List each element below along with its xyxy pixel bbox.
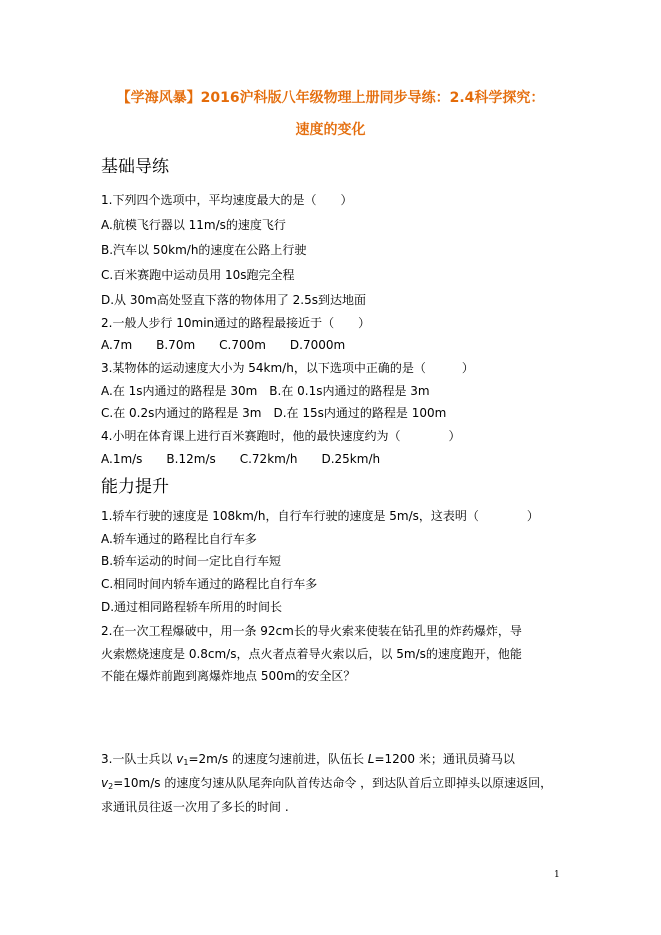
option-line: A.1m/s B.12m/s C.72km/h D.25km/h: [101, 452, 381, 466]
q3-var-v1-sub: 1: [183, 758, 189, 767]
question-line: 3.某物体的运动速度大小为 54km/h，以下选项中正确的是（ ）: [101, 361, 474, 375]
document-title-line-2: 速度的变化: [295, 122, 366, 138]
question-3-line-1: [101, 751, 515, 771]
option-line: D.通过相同路程轿车所用的时间长: [101, 600, 283, 614]
option-line: C.百米赛跑中运动员用 10s跑完全程: [101, 268, 295, 282]
option-line: B.汽车以 50km/h的速度在公路上行驶: [101, 243, 307, 257]
q3-var-L: L: [367, 752, 375, 766]
question-line: 2.一般人步行 10min通过的路程最接近于（ ）: [101, 316, 371, 330]
q3-var-v2-sub: 2: [108, 782, 114, 791]
option-line: D.从 30m高处竖直下落的物体用了 2.5s到达地面: [101, 293, 366, 307]
q3-text: =2m/s 的速度匀速前进，队伍长: [188, 752, 368, 766]
question-3-line-2: [101, 775, 552, 795]
q3-text: 3.一队士兵以: [101, 752, 177, 766]
question-line: 1.轿车行驶的速度是 108km/h，自行车行驶的速度是 5m/s，这表明（ ）: [101, 509, 539, 523]
question-3-line-3: 求通讯员往返一次用了多长的时间 .: [101, 800, 289, 814]
question-line: 火索燃烧速度是 0.8cm/s，点火者点着导火索以后，以 5m/s的速度跑开，他能: [101, 647, 522, 661]
section-heading-basic: 基础导练: [101, 157, 169, 177]
option-line: A.在 1s内通过的路程是 30m B.在 0.1s内通过的路程是 3m: [101, 384, 430, 398]
option-line: C.相同时间内轿车通过的路程比自行车多: [101, 577, 318, 591]
section-heading-advanced: 能力提升: [101, 477, 169, 497]
option-line: B.轿车运动的时间一定比自行车短: [101, 554, 282, 568]
option-line: A.轿车通过的路程比自行车多: [101, 532, 257, 546]
question-line: 2.在一次工程爆破中，用一条 92cm长的导火索来使装在钻孔里的炸药爆炸，导: [101, 624, 522, 638]
q3-var-v2: v: [101, 776, 109, 790]
document-title-line-1: 【学海风暴】2016沪科版八年级物理上册同步导练：2.4科学探究：: [116, 90, 545, 106]
page-number: 1: [554, 870, 560, 880]
question-line: 1.下列四个选项中，平均速度最大的是（ ）: [101, 193, 353, 207]
option-line: A.航模飞行器以 11m/s的速度飞行: [101, 218, 286, 232]
question-line: 不能在爆炸前跑到离爆炸地点 500m的安全区？: [101, 669, 356, 683]
option-line: C.在 0.2s内通过的路程是 3m D.在 15s内通过的路程是 100m: [101, 406, 447, 420]
question-line: 4.小明在体育课上进行百米赛跑时，他的最快速度约为（ ）: [101, 429, 461, 443]
option-line: A.7m B.70m C.700m D.7000m: [101, 338, 346, 352]
q3-text: =10m/s 的速度匀速从队尾奔向队首传达命令 ，到达队首后立即掉头以原速返回，: [113, 776, 553, 790]
q3-var-v1: v: [176, 752, 184, 766]
q3-text: =1200 米；通讯员骑马以: [374, 752, 515, 766]
